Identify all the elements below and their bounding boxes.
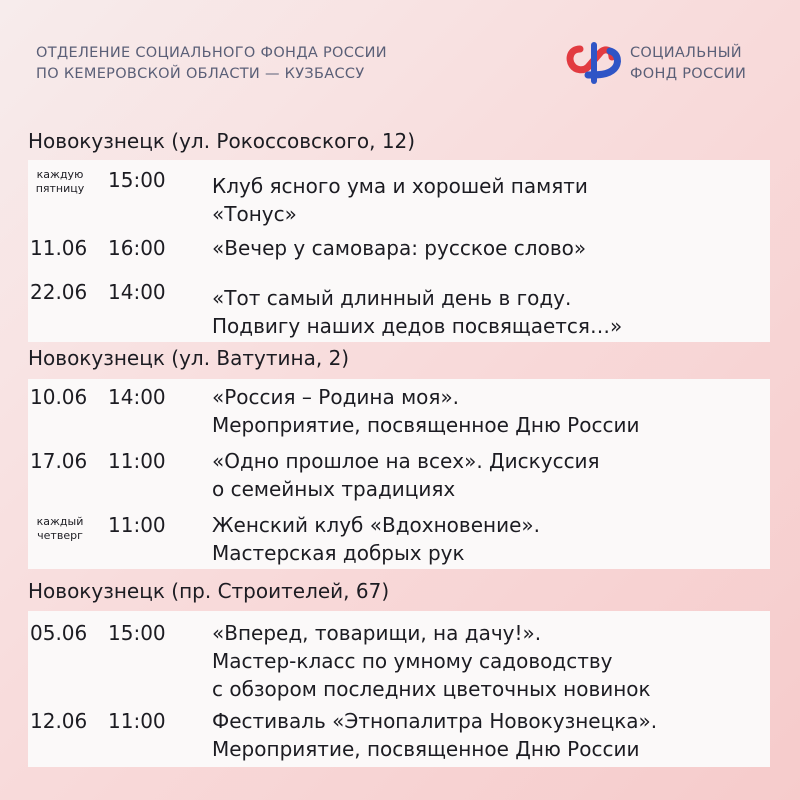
event-time: 16:00: [108, 236, 166, 260]
event-time: 11:00: [108, 449, 166, 473]
sfr-logo-icon: [566, 39, 622, 85]
organization-name: [36, 43, 387, 85]
event-title: [212, 234, 586, 262]
event-title-line1: «Вечер у самовара: русское слово»: [212, 236, 587, 260]
logo-text: [630, 43, 746, 85]
event-time: 15:00: [108, 621, 166, 645]
event-title-line2: Мероприятие, посвященное Дню России: [212, 737, 640, 761]
event-title-line2: Мероприятие, посвященное Дню России: [212, 413, 640, 437]
event-title-line2: «Тонус»: [212, 202, 297, 226]
logo-text-line2: ФОНД РОССИИ: [630, 66, 747, 82]
event-date-line1: каждый: [36, 515, 84, 528]
event-title-line3: с обзором последних цветочных новинок: [212, 677, 651, 701]
org-name-line2: ПО КЕМЕРОВСКОЙ ОБЛАСТИ — КУЗБАССУ: [36, 66, 365, 82]
event-date: [28, 515, 92, 543]
event-date: 10.06: [30, 385, 88, 409]
event-date: 11.06: [30, 236, 88, 260]
event-title-line2: Мастер-класс по умному садоводству: [212, 649, 613, 673]
event-date: 12.06: [30, 709, 88, 733]
event-date-line2: четверг: [37, 529, 83, 542]
events-panel-vatutina: [28, 379, 770, 569]
events-panel-stroiteley: [28, 611, 770, 767]
event-row: [28, 509, 770, 567]
event-title-line1: «Вперед, товарищи, на дачу!».: [212, 621, 542, 645]
event-time: 14:00: [108, 385, 166, 409]
events-panel-rokossovskogo: [28, 160, 770, 342]
event-title-line1: Фестиваль «Этнопалитра Новокузнецка».: [212, 709, 658, 733]
event-title: [212, 447, 600, 503]
event-title-line1: «Россия – Родина моя».: [212, 385, 460, 409]
event-title: [212, 284, 622, 340]
event-row: [28, 164, 770, 230]
event-title-line2: Мастерская добрых рук: [212, 541, 465, 565]
event-title-line1: Клуб ясного ума и хорошей памяти: [212, 174, 588, 198]
event-title: [212, 172, 588, 228]
org-name-line1: ОТДЕЛЕНИЕ СОЦИАЛЬНОГО ФОНДА РОССИИ: [36, 45, 387, 61]
section-title-vatutina: Новокузнецк (ул. Ватутина, 2): [28, 346, 350, 370]
event-date-line1: каждую: [36, 168, 84, 181]
event-title-line2: о семейных традициях: [212, 477, 456, 501]
section-title-rokossovskogo: Новокузнецк (ул. Рокоссовского, 12): [28, 129, 416, 153]
logo-text-line1: СОЦИАЛЬНЫЙ: [630, 45, 742, 61]
event-row: [28, 705, 770, 765]
event-title: [212, 707, 657, 763]
event-row: [28, 232, 770, 268]
event-date: 05.06: [30, 621, 88, 645]
sfr-logo: [566, 39, 766, 89]
event-row: [28, 381, 770, 443]
event-time: 11:00: [108, 513, 166, 537]
section-title-stroiteley: Новокузнецк (пр. Строителей, 67): [28, 579, 390, 603]
event-row: [28, 445, 770, 507]
event-time: 11:00: [108, 709, 166, 733]
event-title: [212, 619, 651, 703]
event-time: 14:00: [108, 280, 166, 304]
event-title: [212, 383, 639, 439]
event-title-line1: «Одно прошлое на всех». Дискуссия: [212, 449, 600, 473]
event-time: 15:00: [108, 168, 166, 192]
event-date: 17.06: [30, 449, 88, 473]
event-title-line1: «Тот самый длинный день в году.: [212, 286, 572, 310]
event-row: [28, 617, 770, 705]
event-row: [28, 276, 770, 340]
event-title-line1: Женский клуб «Вдохновение».: [212, 513, 540, 537]
event-date: 22.06: [30, 280, 88, 304]
event-title: [212, 511, 540, 567]
event-date-line2: пятницу: [35, 182, 85, 195]
event-date: [28, 168, 92, 196]
event-title-line2: Подвигу наших дедов посвящается…»: [212, 314, 623, 338]
